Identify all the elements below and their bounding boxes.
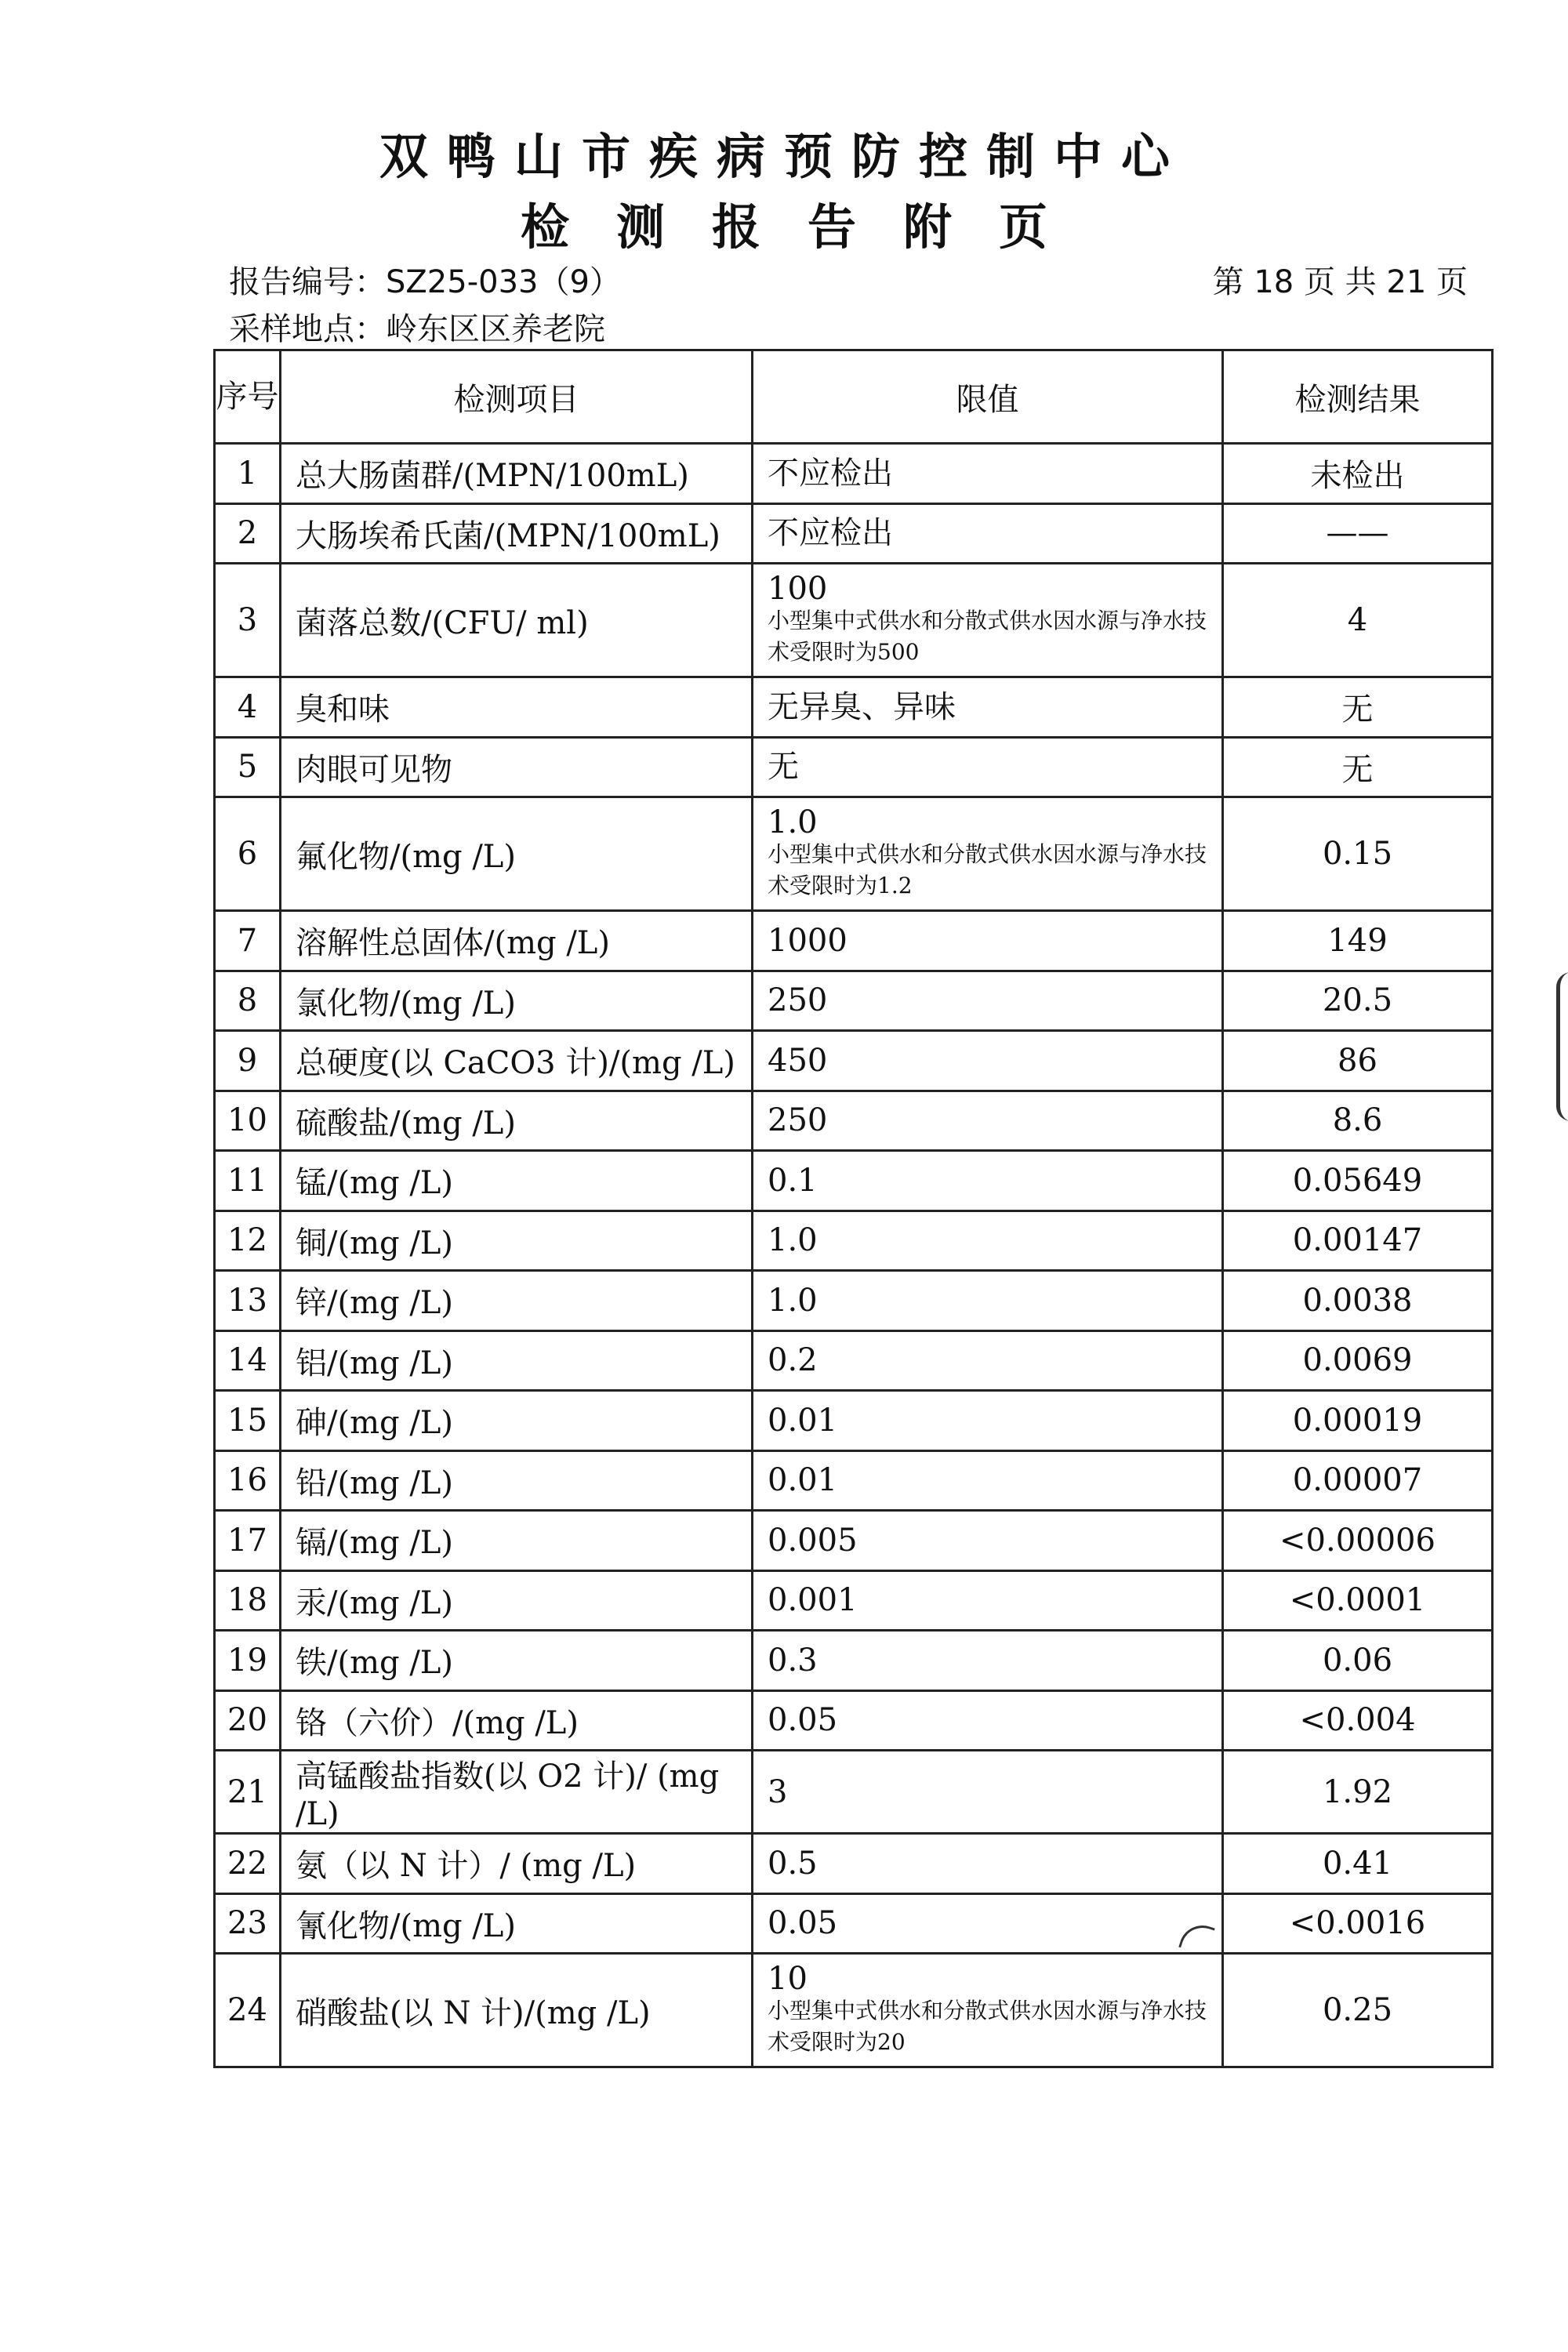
table-row xyxy=(215,1151,1493,1211)
row-limit xyxy=(753,564,1223,677)
row-item: 臭和味 xyxy=(281,677,753,738)
row-limit xyxy=(753,1031,1223,1091)
row-result: 20.5 xyxy=(1223,971,1493,1031)
row-limit xyxy=(753,677,1223,738)
limit-note: 小型集中式供水和分散式供水因水源与净水技术受限时为1.2 xyxy=(768,841,1207,898)
row-item: 铜/(mg /L) xyxy=(281,1210,753,1271)
limit-value: 1000 xyxy=(768,922,848,959)
limit-value: 250 xyxy=(768,1102,828,1139)
row-item: 汞/(mg /L) xyxy=(281,1570,753,1631)
row-result: 0.41 xyxy=(1223,1834,1493,1894)
page-info: 第 18 页 共 21 页 xyxy=(1212,264,1468,300)
row-number: 12 xyxy=(215,1210,281,1271)
limit-value: 0.1 xyxy=(768,1162,818,1199)
row-item: 总大肠菌群/(MPN/100mL) xyxy=(281,444,753,504)
table-row xyxy=(215,1450,1493,1511)
row-result: 无 xyxy=(1223,737,1493,797)
column-header-result: 检测结果 xyxy=(1223,350,1493,444)
row-limit xyxy=(753,1091,1223,1151)
row-number: 7 xyxy=(215,911,281,971)
row-number: 15 xyxy=(215,1391,281,1451)
row-result: 0.05649 xyxy=(1223,1151,1493,1211)
table-row xyxy=(215,503,1493,564)
row-limit xyxy=(753,1954,1223,2067)
row-number: 3 xyxy=(215,564,281,677)
report-subtitle: 检测报告附页 xyxy=(520,198,1094,256)
row-item: 总硬度(以 CaCO3 计)/(mg /L) xyxy=(281,1031,753,1091)
row-item: 铬（六价）/(mg /L) xyxy=(281,1690,753,1751)
row-item: 锰/(mg /L) xyxy=(281,1151,753,1211)
row-result: 0.25 xyxy=(1223,1954,1493,2067)
row-limit xyxy=(753,1690,1223,1751)
table-row xyxy=(215,1570,1493,1631)
row-limit xyxy=(753,1330,1223,1391)
limit-value: 无异臭、异味 xyxy=(768,688,956,725)
row-number: 19 xyxy=(215,1631,281,1691)
table-row xyxy=(215,1091,1493,1151)
row-number: 2 xyxy=(215,503,281,564)
row-limit xyxy=(753,1271,1223,1331)
limit-value: 0.3 xyxy=(768,1642,818,1679)
limit-value: 450 xyxy=(768,1042,828,1079)
report-number: 报告编号：SZ25-033（9） xyxy=(229,264,621,300)
row-number: 13 xyxy=(215,1271,281,1331)
limit-value: 250 xyxy=(768,982,828,1019)
table-row xyxy=(215,1751,1493,1834)
row-item: 硝酸盐(以 N 计)/(mg /L) xyxy=(281,1954,753,2067)
results-table xyxy=(213,349,1494,2068)
limit-value: 0.005 xyxy=(768,1522,858,1559)
row-item: 氯化物/(mg /L) xyxy=(281,971,753,1031)
row-item: 铅/(mg /L) xyxy=(281,1450,753,1511)
row-limit xyxy=(753,971,1223,1031)
row-item: 锌/(mg /L) xyxy=(281,1271,753,1331)
row-limit xyxy=(753,1511,1223,1571)
row-limit xyxy=(753,737,1223,797)
row-result: 0.06 xyxy=(1223,1631,1493,1691)
row-limit xyxy=(753,444,1223,504)
table-row xyxy=(215,1271,1493,1331)
row-result: 86 xyxy=(1223,1031,1493,1091)
row-number: 20 xyxy=(215,1690,281,1751)
table-row xyxy=(215,1631,1493,1691)
row-result: 1.92 xyxy=(1223,1751,1493,1834)
row-result: <0.0016 xyxy=(1223,1893,1493,1954)
row-limit xyxy=(753,503,1223,564)
row-limit xyxy=(753,1834,1223,1894)
column-header-seq: 序号 xyxy=(215,350,281,444)
row-result: 未检出 xyxy=(1223,444,1493,504)
table-row xyxy=(215,444,1493,504)
row-number: 10 xyxy=(215,1091,281,1151)
row-limit xyxy=(753,1631,1223,1691)
row-number: 21 xyxy=(215,1751,281,1834)
limit-value: 1.0 xyxy=(768,1282,818,1319)
limit-value: 0.001 xyxy=(768,1582,858,1619)
limit-value: 100 xyxy=(768,571,828,607)
row-result: 0.0069 xyxy=(1223,1330,1493,1391)
row-number: 16 xyxy=(215,1450,281,1511)
row-result: 0.0038 xyxy=(1223,1271,1493,1331)
row-number: 22 xyxy=(215,1834,281,1894)
limit-value: 1.0 xyxy=(768,804,818,840)
sampling-site: 采样地点：岭东区区养老院 xyxy=(229,311,605,347)
row-item: 氟化物/(mg /L) xyxy=(281,797,753,911)
table-row xyxy=(215,564,1493,677)
row-result: 4 xyxy=(1223,564,1493,677)
row-result: 0.00019 xyxy=(1223,1391,1493,1451)
row-number: 11 xyxy=(215,1151,281,1211)
row-item: 砷/(mg /L) xyxy=(281,1391,753,1451)
row-item: 肉眼可见物 xyxy=(281,737,753,797)
row-result: 0.15 xyxy=(1223,797,1493,911)
limit-value: 3 xyxy=(768,1773,788,1810)
limit-note: 小型集中式供水和分散式供水因水源与净水技术受限时为500 xyxy=(768,608,1207,665)
row-result: 无 xyxy=(1223,677,1493,738)
row-result: <0.00006 xyxy=(1223,1511,1493,1571)
row-item: 氨（以 N 计）/ (mg /L) xyxy=(281,1834,753,1894)
row-limit xyxy=(753,1893,1223,1954)
row-number: 4 xyxy=(215,677,281,738)
limit-note: 小型集中式供水和分散式供水因水源与净水技术受限时为20 xyxy=(768,1998,1207,2055)
row-number: 5 xyxy=(215,737,281,797)
column-header-item: 检测项目 xyxy=(281,350,753,444)
row-result: <0.004 xyxy=(1223,1690,1493,1751)
table-body xyxy=(215,444,1493,2067)
row-number: 9 xyxy=(215,1031,281,1091)
row-limit xyxy=(753,1570,1223,1631)
table-row xyxy=(215,1031,1493,1091)
table-row xyxy=(215,911,1493,971)
table-row xyxy=(215,1690,1493,1751)
table-row xyxy=(215,737,1493,797)
row-number: 24 xyxy=(215,1954,281,2067)
table-row xyxy=(215,797,1493,911)
row-result: <0.0001 xyxy=(1223,1570,1493,1631)
limit-value: 0.01 xyxy=(768,1462,838,1499)
limit-value: 0.5 xyxy=(768,1845,818,1882)
row-number: 18 xyxy=(215,1570,281,1631)
table-row xyxy=(215,1834,1493,1894)
row-item: 大肠埃希氏菌/(MPN/100mL) xyxy=(281,503,753,564)
row-item: 镉/(mg /L) xyxy=(281,1511,753,1571)
row-item: 铁/(mg /L) xyxy=(281,1631,753,1691)
row-number: 1 xyxy=(215,444,281,504)
row-result: —— xyxy=(1223,503,1493,564)
limit-value: 1.0 xyxy=(768,1222,818,1259)
table-row xyxy=(215,1954,1493,2067)
row-number: 17 xyxy=(215,1511,281,1571)
row-result: 0.00147 xyxy=(1223,1210,1493,1271)
row-result: 149 xyxy=(1223,911,1493,971)
table-row xyxy=(215,1330,1493,1391)
limit-value: 不应检出 xyxy=(768,515,893,552)
column-header-limit: 限值 xyxy=(753,350,1223,444)
table-header-row xyxy=(215,350,1493,444)
row-item: 溶解性总固体/(mg /L) xyxy=(281,911,753,971)
row-item: 高锰酸盐指数(以 O2 计)/ (mg /L) xyxy=(281,1751,753,1834)
table-row xyxy=(215,971,1493,1031)
report-title: 双鸭山市疾病预防控制中心 xyxy=(379,128,1189,185)
table-row xyxy=(215,1210,1493,1271)
limit-value: 0.05 xyxy=(768,1702,838,1739)
limit-value: 10 xyxy=(768,1961,808,1997)
row-item: 菌落总数/(CFU/ ml) xyxy=(281,564,753,677)
table-row xyxy=(215,1511,1493,1571)
row-item: 氰化物/(mg /L) xyxy=(281,1893,753,1954)
limit-value: 0.2 xyxy=(768,1342,818,1379)
limit-value: 不应检出 xyxy=(768,455,893,492)
row-number: 23 xyxy=(215,1893,281,1954)
row-item: 铝/(mg /L) xyxy=(281,1330,753,1391)
row-result: 8.6 xyxy=(1223,1091,1493,1151)
row-limit xyxy=(753,797,1223,911)
row-limit xyxy=(753,1151,1223,1211)
row-result: 0.00007 xyxy=(1223,1450,1493,1511)
row-item: 硫酸盐/(mg /L) xyxy=(281,1091,753,1151)
row-number: 6 xyxy=(215,797,281,911)
table-row xyxy=(215,677,1493,738)
limit-value: 0.01 xyxy=(768,1402,838,1439)
limit-value: 无 xyxy=(768,749,799,786)
row-number: 14 xyxy=(215,1330,281,1391)
row-limit xyxy=(753,1391,1223,1451)
row-limit xyxy=(753,911,1223,971)
row-limit xyxy=(753,1450,1223,1511)
table-row xyxy=(215,1391,1493,1451)
table-row xyxy=(215,1893,1493,1954)
limit-value: 0.05 xyxy=(768,1905,838,1942)
row-limit xyxy=(753,1210,1223,1271)
binding-mark xyxy=(1556,972,1568,1121)
row-limit xyxy=(753,1751,1223,1834)
row-number: 8 xyxy=(215,971,281,1031)
